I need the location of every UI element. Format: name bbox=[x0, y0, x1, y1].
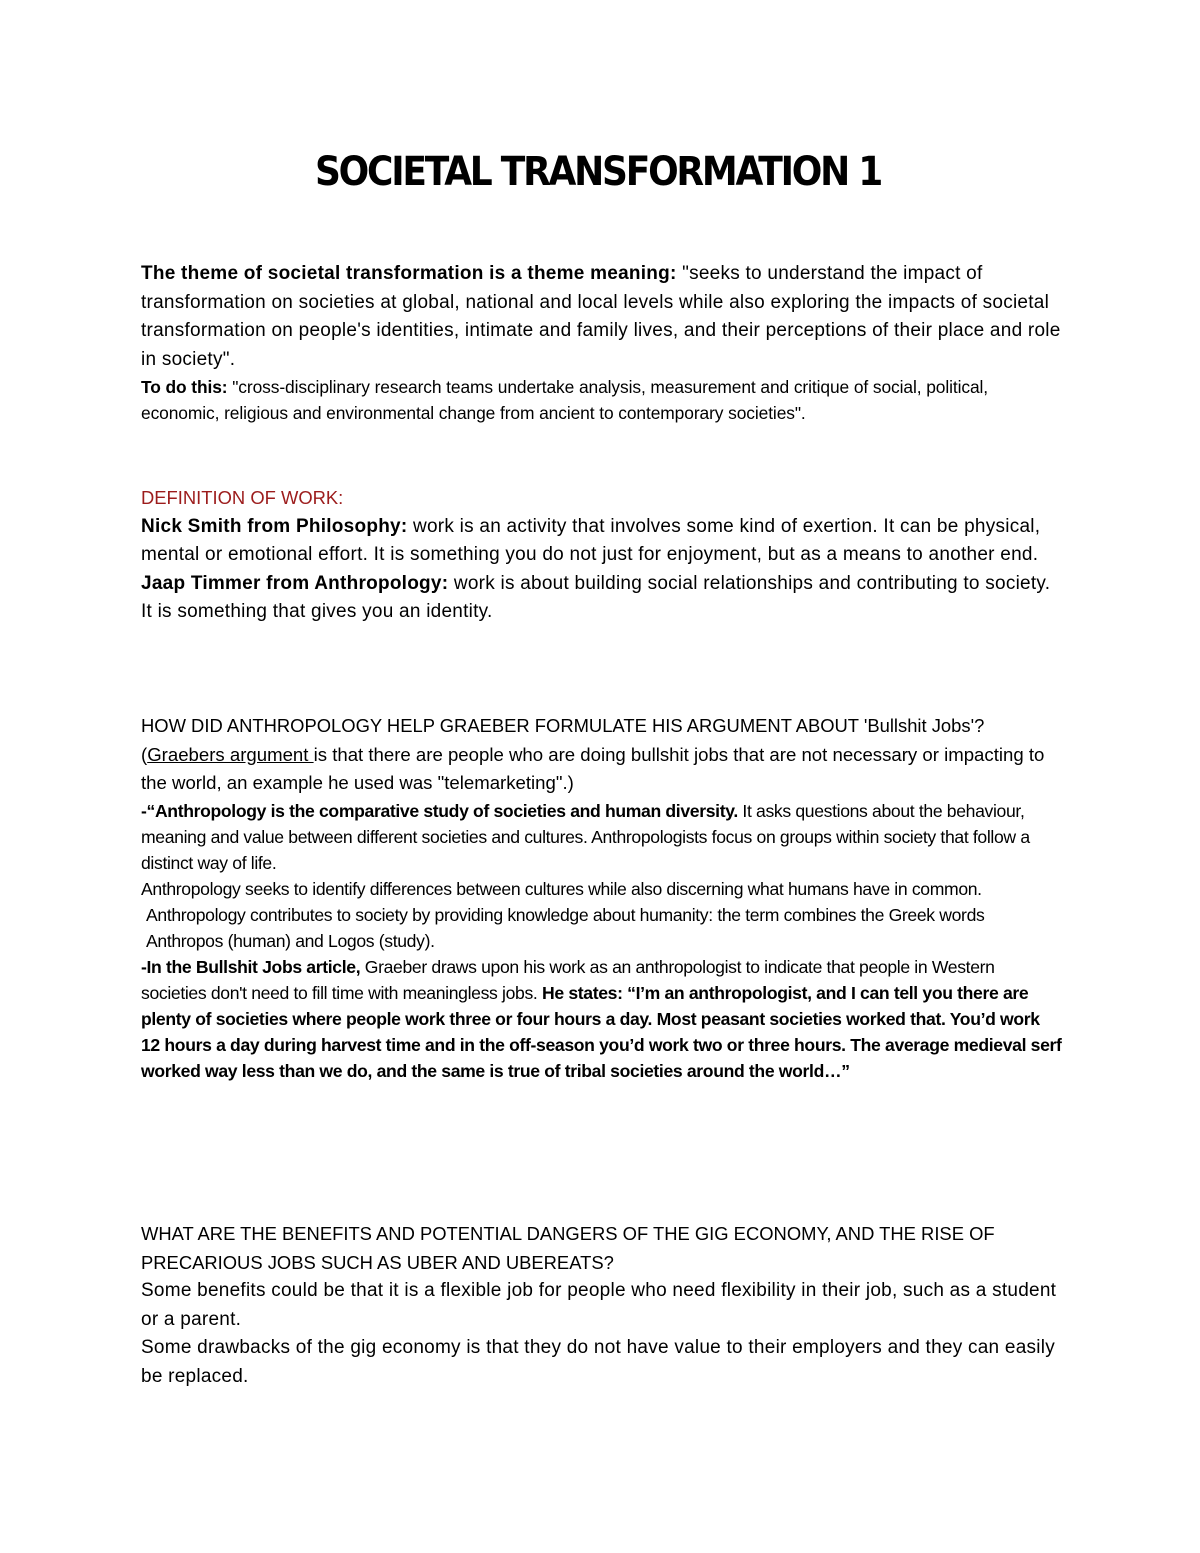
bullshit-jobs-article bbox=[141, 954, 1063, 1084]
smith-paragraph bbox=[141, 513, 1063, 570]
anthropology-seeks: Anthropology seeks to identify differences between cultures while also discerning what humans have in common. bbox=[141, 878, 982, 899]
work-heading: DEFINITION OF WORK: bbox=[141, 487, 344, 508]
article-bold: -In the Bullshit Jobs article, bbox=[141, 956, 361, 977]
timmer-text: work is about building social relationships and contributing to society. It is something that gives you an identity. bbox=[141, 572, 1051, 622]
gig-economy-section bbox=[141, 1220, 1063, 1391]
smith-label: Nick Smith from Philosophy: bbox=[141, 515, 408, 537]
anthropology-bold: -“Anthropology is the comparative study of societies and human diversity. bbox=[141, 800, 738, 821]
todo-paragraph bbox=[141, 374, 1063, 426]
theme-label: The theme of societal transformation is a theme meaning: bbox=[141, 263, 677, 284]
timmer-paragraph bbox=[141, 570, 1063, 627]
anthropology-contributes: Anthropology contributes to society by providing knowledge about humanity: the term combines the Greek words Anthropos (human) and Logos (study). bbox=[146, 904, 985, 951]
anthropology-text: It asks questions about the behaviour, meaning and value between different societies and cultures. Anthropologists focus on groups within society that follow a distinct way of life. bbox=[141, 800, 1030, 873]
work-definition-section bbox=[141, 484, 1063, 627]
todo-text: "cross-disciplinary research teams undertake analysis, measurement and critique of social, political, economic, religious and environmental change from ancient to contemporary societies". bbox=[141, 377, 989, 423]
argument-underlined: Graebers argument bbox=[147, 743, 314, 765]
theme-section bbox=[141, 260, 1063, 426]
graeber-argument bbox=[141, 741, 1063, 798]
graeber-quote: He states: “I’m an anthropologist, and I can tell you there are plenty of societies where people work three or four hours a day. Most peasant societies worked that. You’d work 12 hours a day during harvest time and in the off-season you’d work two or three hours. The average medieval serf worked way less than we do, and the same is true of tribal societies around the world…” bbox=[141, 982, 1062, 1081]
timmer-label: Jaap Timmer from Anthropology: bbox=[141, 572, 449, 594]
gig-drawbacks: Some drawbacks of the gig economy is that they do not have value to their employers and they can easily be replaced. bbox=[141, 1337, 1055, 1387]
theme-paragraph bbox=[141, 260, 1063, 374]
todo-label: To do this: bbox=[141, 377, 228, 397]
graeber-heading: HOW DID ANTHROPOLOGY HELP GRAEBER FORMULATE HIS ARGUMENT ABOUT 'Bullshit Jobs'? bbox=[141, 715, 985, 736]
anthropology-definition bbox=[141, 798, 1063, 876]
page-title: SOCIETAL TRANSFORMATION 1 bbox=[315, 149, 882, 195]
argument-open-paren: ( bbox=[141, 743, 148, 765]
theme-text: "seeks to understand the impact of transformation on societies at global, national and local levels while also exploring the impacts of societal transformation on people's identities, intimate and family lives, and their perceptions of their place and role in society". bbox=[141, 263, 1061, 370]
gig-heading: WHAT ARE THE BENEFITS AND POTENTIAL DANGERS OF THE GIG ECONOMY, AND THE RISE OF PRECARIOUS JOBS SUCH AS UBER AND UBEREATS? bbox=[141, 1223, 995, 1273]
graeber-section bbox=[141, 712, 1063, 1084]
smith-text: work is an activity that involves some kind of exertion. It can be physical, mental or emotional effort. It is something you do not just for enjoyment, but as a means to another end. bbox=[141, 515, 1041, 565]
argument-text: is that there are people who are doing bullshit jobs that are not necessary or impacting to the world, an example he used was "telemarketing".) bbox=[141, 743, 1045, 793]
article-text: Graeber draws upon his work as an anthropologist to indicate that people in Western societies don't need to fill time with meaningless jobs. bbox=[141, 956, 995, 1003]
gig-benefits: Some benefits could be that it is a flexible job for people who need flexibility in their job, such as a student or a parent. bbox=[141, 1280, 1057, 1330]
